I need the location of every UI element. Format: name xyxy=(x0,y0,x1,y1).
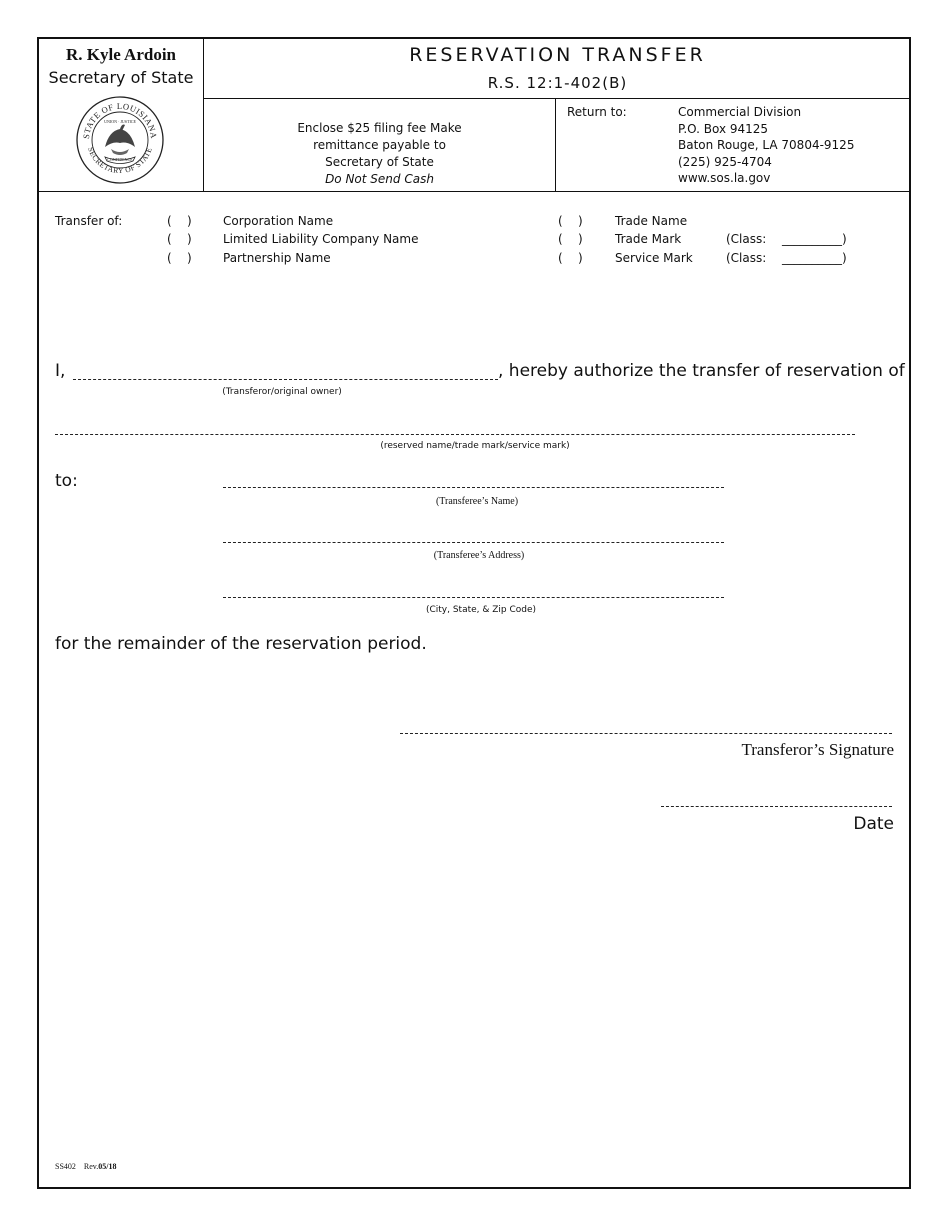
official-name: R. Kyle Ardoin xyxy=(65,45,177,64)
reserved-caption: (reserved name/trade mark/service mark) xyxy=(380,441,570,451)
rev-date: 05/18 xyxy=(98,1162,117,1171)
header-divider-right xyxy=(555,98,556,191)
trade-mark-class-field[interactable]: __________) xyxy=(782,232,847,246)
checkbox-llc[interactable]: ( ) xyxy=(167,232,192,246)
transferor-name-field[interactable] xyxy=(73,379,498,380)
return-line-3: Baton Rouge, LA 70804-9125 xyxy=(678,138,855,152)
checkbox-service-mark[interactable]: ( ) xyxy=(558,251,583,265)
return-line-4: (225) 925-4704 xyxy=(678,154,772,169)
fee-line-2: remittance payable to xyxy=(313,138,446,152)
transferee-address-field[interactable] xyxy=(223,542,724,543)
louisiana-seal-icon xyxy=(75,95,165,185)
authorize-text: , hereby authorize the transfer of reservation of xyxy=(498,361,905,381)
service-mark-class-field[interactable]: __________) xyxy=(782,251,847,265)
rev-label: Rev. xyxy=(83,1162,99,1171)
form-code xyxy=(55,1162,117,1171)
date-field[interactable] xyxy=(661,806,892,807)
transferee-name-caption: (Transferee’s Name) xyxy=(435,496,519,507)
header-divider-mid xyxy=(203,98,911,99)
option-llc-name: Limited Liability Company Name xyxy=(223,232,419,246)
reserved-name-field[interactable] xyxy=(55,434,855,435)
checkbox-corporation[interactable]: ( ) xyxy=(167,214,192,228)
signature-label: Transferor’s Signature xyxy=(741,740,894,759)
form-code-text: SS402 xyxy=(55,1162,76,1171)
seal-top-text: STATE OF LOUISIANA xyxy=(80,100,160,140)
option-trade-mark: Trade Mark xyxy=(615,232,682,246)
fee-instructions xyxy=(204,120,555,188)
date-label: Date xyxy=(853,814,894,834)
return-line-2: P.O. Box 94125 xyxy=(678,121,769,136)
checkbox-trade-mark[interactable]: ( ) xyxy=(558,232,583,246)
fee-line-3: Secretary of State xyxy=(325,155,434,169)
official-title: Secretary of State xyxy=(48,68,194,87)
fee-line-4: Do Not Send Cash xyxy=(325,172,434,186)
transferor-caption: (Transferor/original owner) xyxy=(222,387,342,397)
return-to-label: Return to: xyxy=(567,105,627,119)
signature-field[interactable] xyxy=(400,733,892,734)
to-label: to: xyxy=(55,471,78,491)
checkbox-trade-name[interactable]: ( ) xyxy=(558,214,583,228)
transfer-of-label: Transfer of: xyxy=(55,214,123,228)
transferee-address-caption: (Transferee’s Address) xyxy=(433,550,525,561)
trade-mark-class-label: (Class: xyxy=(726,232,767,246)
option-service-mark: Service Mark xyxy=(615,251,693,265)
header-bottom-rule xyxy=(38,191,911,192)
option-corporation-name: Corporation Name xyxy=(223,214,334,228)
option-partnership-name: Partnership Name xyxy=(223,251,331,265)
form-title: RESERVATION TRANSFER xyxy=(409,44,706,66)
option-trade-name: Trade Name xyxy=(615,214,688,228)
fee-line-1: Enclose $25 filing fee Make xyxy=(297,121,462,135)
return-to-address xyxy=(678,104,854,187)
seal-ribbon: CONFIDENCE xyxy=(107,157,133,162)
return-line-5: www.sos.la.gov xyxy=(678,171,771,185)
checkbox-partnership[interactable]: ( ) xyxy=(167,251,192,265)
seal-motto: UNION · JUSTICE xyxy=(104,119,136,124)
city-state-zip-field[interactable] xyxy=(223,597,724,598)
remainder-text: for the remainder of the reservation period. xyxy=(55,634,427,654)
statute-reference: R.S. 12:1-402(B) xyxy=(487,74,628,92)
seal-bottom-text: SECRETARY OF STATE xyxy=(86,146,154,176)
transferee-name-field[interactable] xyxy=(223,487,724,488)
return-line-1: Commercial Division xyxy=(678,105,802,119)
service-mark-class-label: (Class: xyxy=(726,251,767,265)
i-prefix: I, xyxy=(55,361,66,381)
city-state-zip-caption: (City, State, & Zip Code) xyxy=(425,605,537,615)
